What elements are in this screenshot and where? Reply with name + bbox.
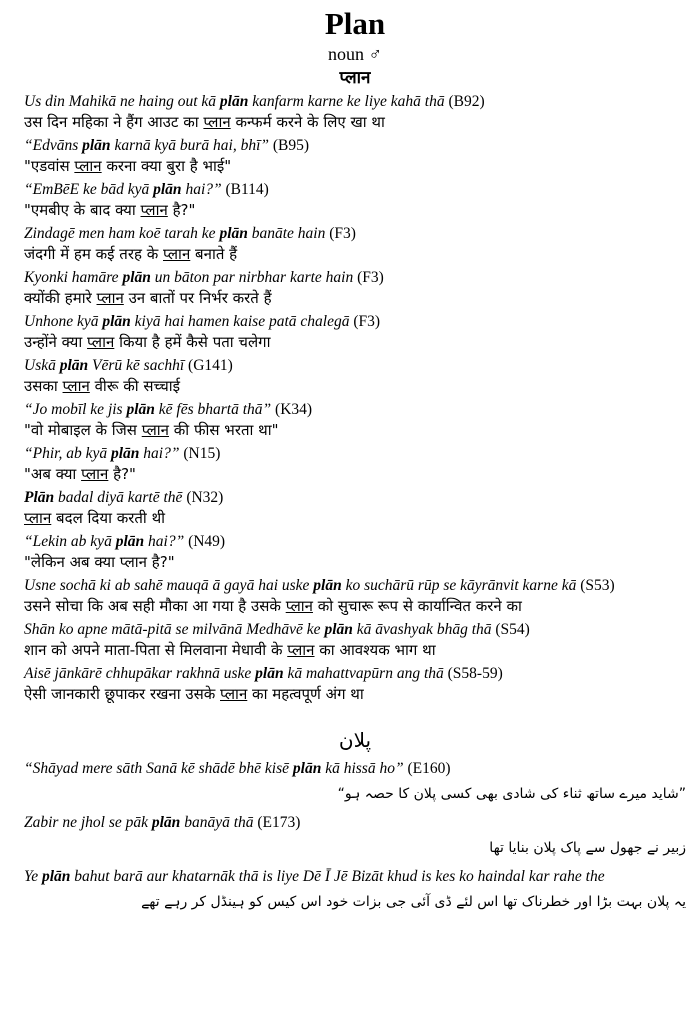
keyword: plān xyxy=(115,533,145,550)
devanagari-text: शान को अपने माता-पिता से मिलवाना मेधावी के xyxy=(24,641,288,659)
transliteration-text: Kyonki hamāre xyxy=(24,269,123,286)
devanagari-text: क्योंकी हमारे xyxy=(24,289,97,307)
urdu-line: زبیر نے جھول سے پاک پلان بنایا تھا xyxy=(489,840,686,856)
example-item xyxy=(24,664,686,705)
keyword: plān xyxy=(59,357,89,374)
transliteration-text: Zabir ne jhol se pāk xyxy=(24,814,152,831)
transliteration-text: “Phir, ab kyā xyxy=(24,445,111,462)
transliteration-line xyxy=(24,576,686,596)
devanagari-text: "अब क्या xyxy=(24,465,82,483)
devanagari-text: उसने सोचा कि अब सही मौका आ गया है उसके xyxy=(24,597,286,615)
devanagari-line xyxy=(24,376,686,397)
keyword: plān xyxy=(153,181,182,198)
transliteration-text: banāyā thā xyxy=(180,814,254,831)
devanagari-text: उस दिन महिका ने हैंग आउट का xyxy=(24,113,204,131)
transliteration-text: Aisē jānkārē chhupākar rakhnā uske xyxy=(24,665,256,682)
transliteration-text: kiyā hai hamen kaise patā chalegā xyxy=(130,313,350,330)
source-ref: (N32) xyxy=(182,489,224,506)
transliteration-text: kanfarm karne ke liye kahā thā xyxy=(248,93,445,110)
source-ref: (E173) xyxy=(253,814,301,831)
example-item xyxy=(24,620,686,661)
devanagari-keyword: प्लान xyxy=(203,113,231,131)
devanagari-text: वीरू की सच्चाई xyxy=(89,377,180,395)
keyword: plān xyxy=(110,445,140,462)
transliteration-text: Uskā xyxy=(24,357,60,374)
keyword: plān xyxy=(219,93,249,110)
devanagari-keyword: प्लान xyxy=(220,685,248,703)
devanagari-line xyxy=(24,596,686,617)
devanagari-line xyxy=(24,464,686,485)
example-item xyxy=(24,136,686,177)
part-of-speech: noun ♂ xyxy=(328,44,382,64)
devanagari-keyword: प्लान xyxy=(140,201,168,219)
devanagari-keyword: प्लान xyxy=(24,509,52,527)
source-ref: (S53) xyxy=(576,577,615,594)
transliteration-text: kā āvashyak bhāg thā xyxy=(352,621,492,638)
transliteration-line xyxy=(24,312,686,332)
devanagari-keyword: प्लान xyxy=(163,245,191,263)
transliteration-text: badal diyā kartē thē xyxy=(54,489,183,506)
transliteration-text: “Lekin ab kyā xyxy=(24,533,116,550)
source-ref: (S58-59) xyxy=(443,665,503,682)
urdu-headword: پلان xyxy=(338,728,372,752)
devanagari-keyword: प्लान xyxy=(81,465,109,483)
devanagari-text: बदल दिया करती थी xyxy=(51,509,166,527)
devanagari-text: उन बातों पर निर्भर करते हैं xyxy=(123,289,272,307)
devanagari-text: "लेकिन अब क्या प्लान है?" xyxy=(24,553,175,571)
urdu-example-item xyxy=(24,813,686,859)
transliteration-text: karnā kyā burā hai, bhī” xyxy=(110,137,269,154)
devanagari-text: को सुचारू रूप से कार्यान्वित करने का xyxy=(312,597,522,615)
transliteration-text: kē fēs bhartā thā” xyxy=(154,401,272,418)
devanagari-line xyxy=(24,420,686,441)
source-ref: (F3) xyxy=(325,225,356,242)
urdu-line: ”شاید میرے ساتھ ثناء کی شادی بھی کسی پلان کا حصہ ہو“ xyxy=(337,786,686,802)
transliteration-line xyxy=(24,664,686,684)
transliteration-text: “Jo mobīl ke jis xyxy=(24,401,127,418)
keyword: plān xyxy=(255,665,284,682)
devanagari-text: "वो मोबाइल के जिस xyxy=(24,421,142,439)
transliteration-line xyxy=(24,444,686,464)
transliteration-text: Us din Mahikā ne haing out kā xyxy=(24,93,220,110)
transliteration-line xyxy=(24,136,686,156)
devanagari-text: "एडवांस xyxy=(24,157,75,175)
devanagari-text: उसका xyxy=(24,377,63,395)
keyword: plān xyxy=(219,225,248,242)
source-ref: (E160) xyxy=(403,760,451,777)
urdu-example-item xyxy=(24,867,686,913)
devanagari-line xyxy=(24,244,686,265)
transliteration-text: “EmBēE ke bād kyā xyxy=(24,181,154,198)
transliteration-text: un bāton par nirbhar karte hain xyxy=(150,269,354,286)
devanagari-text: है?" xyxy=(167,201,196,219)
source-ref: (B92) xyxy=(444,93,485,110)
urdu-example-list xyxy=(24,759,686,913)
transliteration-line xyxy=(24,400,686,420)
devanagari-text: का महत्वपूर्ण अंग था xyxy=(247,685,364,703)
devanagari-line xyxy=(24,552,686,573)
devanagari-keyword: प्लान xyxy=(287,641,315,659)
source-ref: (K34) xyxy=(271,401,313,418)
source-ref: (S54) xyxy=(491,621,530,638)
devanagari-line xyxy=(24,156,686,177)
example-item xyxy=(24,92,686,133)
devanagari-line xyxy=(24,640,686,661)
example-item xyxy=(24,224,686,265)
devanagari-keyword: प्लान xyxy=(285,597,313,615)
devanagari-text: बनाते हैं xyxy=(190,245,238,263)
devanagari-keyword: प्लान xyxy=(62,377,90,395)
transliteration-line xyxy=(24,180,686,200)
transliteration-line xyxy=(24,356,686,376)
devanagari-headword: प्लान xyxy=(339,68,371,87)
keyword: plān xyxy=(292,760,322,777)
example-item xyxy=(24,356,686,397)
transliteration-line xyxy=(24,867,686,887)
source-ref: (N15) xyxy=(179,445,221,462)
keyword: plān xyxy=(313,577,342,594)
transliteration-text: Ye xyxy=(24,868,42,885)
example-item xyxy=(24,312,686,353)
source-ref: (N49) xyxy=(184,533,226,550)
devanagari-text: का आवश्यक भाग था xyxy=(314,641,436,659)
source-ref: (F3) xyxy=(349,313,381,330)
devanagari-line xyxy=(24,684,686,705)
transliteration-text: bahut barā aur khatarnāk thā is liye Dē Ī Jē Bizāt khud is kes ko haindal kar rahe the xyxy=(70,868,605,885)
headword: Plan xyxy=(324,6,386,41)
transliteration-text: “Shāyad mere sāth Sanā kē shādē bhē kisē xyxy=(24,760,293,777)
transliteration-text: kā mahattvapūrn ang thā xyxy=(283,665,444,682)
keyword: plān xyxy=(82,137,111,154)
transliteration-text: Vērū kē sachhī xyxy=(88,357,185,374)
devanagari-keyword: प्लान xyxy=(74,157,102,175)
devanagari-text: करना क्या बुरा है भाई" xyxy=(101,157,232,175)
devanagari-keyword: प्लान xyxy=(141,421,169,439)
transliteration-text: ko suchārū rūp se kāyrānvit karne kā xyxy=(341,577,577,594)
devanagari-keyword: प्लान xyxy=(87,333,115,351)
urdu-example-item xyxy=(24,759,686,805)
transliteration-text: Zindagē men ham koē tarah ke xyxy=(24,225,220,242)
keyword: plān xyxy=(151,814,181,831)
devanagari-text: ऐसी जानकारी छूपाकर रखना उसके xyxy=(24,685,220,703)
keyword: plān xyxy=(324,621,353,638)
example-item xyxy=(24,268,686,309)
devanagari-text: कन्फर्म करने के लिए खा था xyxy=(230,113,385,131)
example-item xyxy=(24,444,686,485)
devanagari-text: है?" xyxy=(108,465,136,483)
transliteration-text: Usne sochā ki ab sahē mauqā ā gayā hai uske xyxy=(24,577,314,594)
devanagari-text: उन्होंने क्या xyxy=(24,333,88,351)
devanagari-text: की फीस भरता था" xyxy=(169,421,279,439)
transliteration-line xyxy=(24,759,686,779)
devanagari-line xyxy=(24,200,686,221)
source-ref: (F3) xyxy=(353,269,384,286)
keyword: plān xyxy=(102,313,131,330)
devanagari-line xyxy=(24,112,686,133)
example-item xyxy=(24,576,686,617)
transliteration-text: hai?” xyxy=(144,533,185,550)
example-list xyxy=(24,92,686,705)
urdu-line: یہ پلان بہت بڑا اور خطرناک تھا اس لئے ڈی آئی جی بزات خود اس کیس کو ہینڈل کر رہے تھے xyxy=(141,894,686,910)
example-item xyxy=(24,400,686,441)
keyword: plān xyxy=(122,269,151,286)
example-item xyxy=(24,532,686,573)
devanagari-text: जंदगी में हम कई तरह के xyxy=(24,245,163,263)
example-item xyxy=(24,180,686,221)
devanagari-line xyxy=(24,508,686,529)
example-item xyxy=(24,488,686,529)
transliteration-text: kā hissā ho” xyxy=(321,760,404,777)
source-ref: (G141) xyxy=(184,357,233,374)
transliteration-line xyxy=(24,92,686,112)
devanagari-text: "एमबीए के बाद क्या xyxy=(24,201,141,219)
transliteration-text: “Edvāns xyxy=(24,137,83,154)
devanagari-line xyxy=(24,332,686,353)
transliteration-text: banāte hain xyxy=(247,225,326,242)
devanagari-line xyxy=(24,288,686,309)
source-ref: (B95) xyxy=(269,137,310,154)
transliteration-text: hai?” xyxy=(181,181,222,198)
source-ref: (B114) xyxy=(221,181,269,198)
transliteration-line xyxy=(24,620,686,640)
transliteration-text: Shān ko apne mātā-pitā se milvānā Medhāvē ke xyxy=(24,621,325,638)
transliteration-line xyxy=(24,224,686,244)
transliteration-line xyxy=(24,488,686,508)
devanagari-text: किया है हमें कैसे पता चलेगा xyxy=(114,333,271,351)
transliteration-line xyxy=(24,813,686,833)
keyword: plān xyxy=(41,868,71,885)
transliteration-line xyxy=(24,268,686,288)
keyword: Plān xyxy=(24,489,55,506)
transliteration-line xyxy=(24,532,686,552)
transliteration-text: hai?” xyxy=(139,445,180,462)
keyword: plān xyxy=(126,401,155,418)
transliteration-text: Unhone kyā xyxy=(24,313,103,330)
devanagari-keyword: प्लान xyxy=(96,289,124,307)
